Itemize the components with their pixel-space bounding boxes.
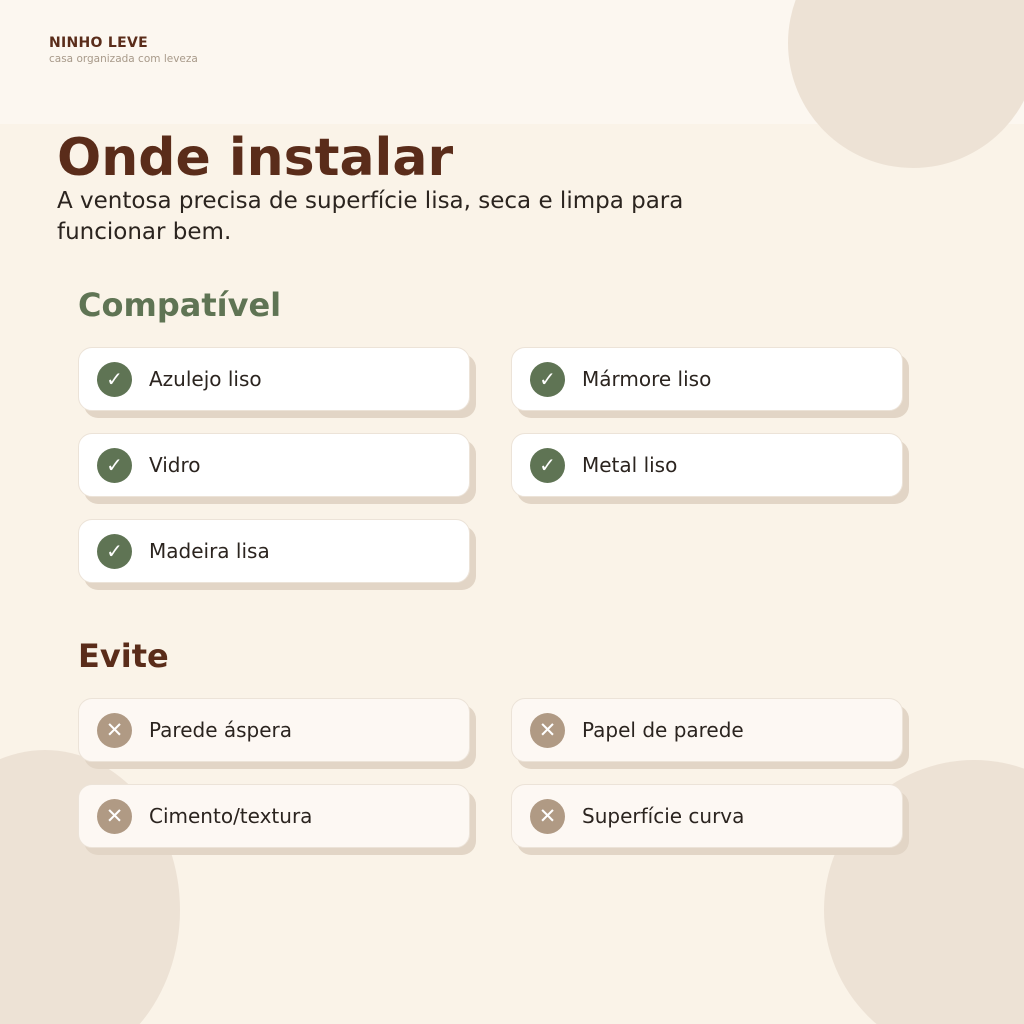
brand bbox=[49, 35, 198, 66]
x-icon: ✕ bbox=[97, 713, 132, 748]
avoid-item bbox=[511, 784, 903, 848]
compatible-item-label: Metal liso bbox=[582, 453, 678, 477]
page-title: Onde instalar bbox=[57, 128, 454, 188]
compatible-heading: Compatível bbox=[78, 286, 282, 324]
check-icon: ✓ bbox=[530, 362, 565, 397]
avoid-item bbox=[78, 784, 470, 848]
compatible-item bbox=[78, 347, 470, 411]
brand-tagline: casa organizada com leveza bbox=[49, 53, 198, 65]
compatible-item-label: Madeira lisa bbox=[149, 539, 270, 563]
brand-name: NINHO LEVE bbox=[49, 35, 149, 51]
compatible-item bbox=[511, 347, 903, 411]
compatible-item bbox=[78, 433, 470, 497]
compatible-item-label: Azulejo liso bbox=[149, 367, 262, 391]
check-icon: ✓ bbox=[97, 362, 132, 397]
x-icon: ✕ bbox=[530, 713, 565, 748]
decorative-circle-top-right bbox=[788, 0, 1024, 168]
check-icon: ✓ bbox=[97, 448, 132, 483]
avoid-item-label: Superfície curva bbox=[582, 804, 745, 828]
x-icon: ✕ bbox=[97, 799, 132, 834]
compatible-item bbox=[511, 433, 903, 497]
x-icon: ✕ bbox=[530, 799, 565, 834]
avoid-item bbox=[511, 698, 903, 762]
compatible-item-label: Vidro bbox=[149, 453, 201, 477]
check-icon: ✓ bbox=[530, 448, 565, 483]
page-subtitle: A ventosa precisa de superfície lisa, seca e limpa para funcionar bem. bbox=[57, 188, 684, 245]
compatible-item bbox=[78, 519, 470, 583]
check-icon: ✓ bbox=[97, 534, 132, 569]
avoid-heading: Evite bbox=[78, 637, 169, 675]
avoid-item-label: Cimento/textura bbox=[149, 804, 313, 828]
compatible-item-label: Mármore liso bbox=[582, 367, 712, 391]
avoid-item-label: Papel de parede bbox=[582, 718, 744, 742]
avoid-item-label: Parede áspera bbox=[149, 718, 293, 742]
avoid-item bbox=[78, 698, 470, 762]
